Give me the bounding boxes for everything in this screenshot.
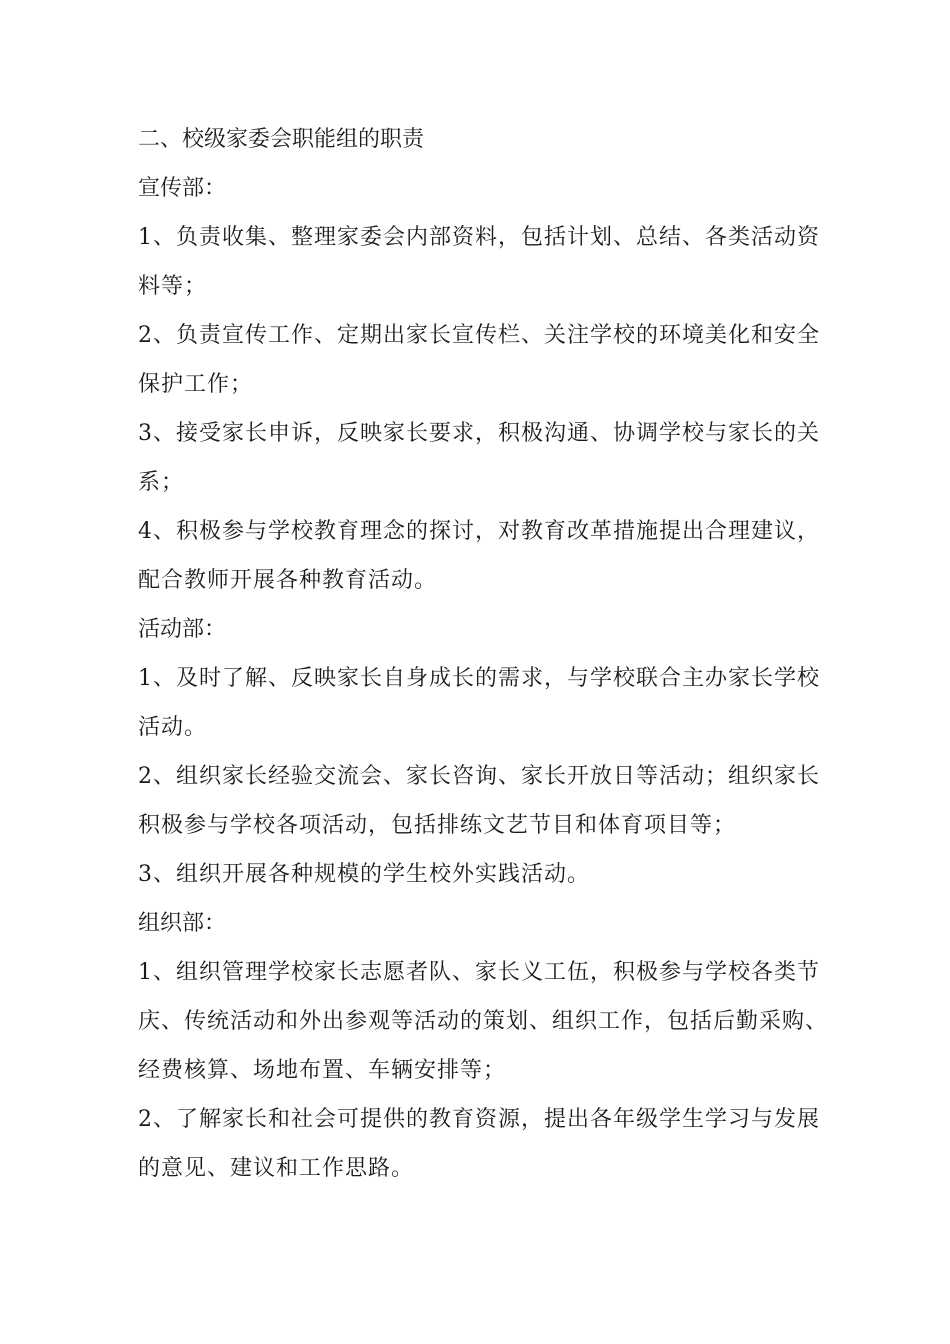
list-item-line: 料等； bbox=[138, 274, 208, 299]
list-item-line: 2、了解家长和社会可提供的教育资源，提出各年级学生学习与发展 bbox=[138, 1107, 820, 1132]
list-item bbox=[138, 318, 828, 403]
list-item-line: 经费核算、场地布置、车辆安排等； bbox=[138, 1058, 507, 1083]
list-item-line: 的意见、建议和工作思路。 bbox=[138, 1156, 415, 1181]
list-item bbox=[138, 220, 828, 305]
list-item bbox=[138, 857, 828, 893]
list-item bbox=[138, 514, 828, 599]
list-item bbox=[138, 661, 828, 746]
document-heading: 二、校级家委会职能组的职责 bbox=[138, 127, 425, 152]
section-block bbox=[138, 906, 828, 1187]
section-block bbox=[138, 612, 828, 893]
list-item-line: 保护工作； bbox=[138, 372, 254, 397]
list-item-line: 4、积极参与学校教育理念的探讨，对教育改革措施提出合理建议， bbox=[138, 519, 820, 544]
list-item bbox=[138, 759, 828, 844]
list-item-line: 系； bbox=[138, 470, 185, 495]
section-title: 活动部： bbox=[138, 617, 227, 642]
list-item bbox=[138, 416, 828, 501]
list-item-line: 1、负责收集、整理家委会内部资料，包括计划、总结、各类活动资 bbox=[138, 225, 820, 250]
list-item-line: 3、接受家长申诉，反映家长要求，积极沟通、协调学校与家长的关 bbox=[138, 421, 820, 446]
list-item-line: 2、负责宣传工作、定期出家长宣传栏、关注学校的环境美化和安全 bbox=[138, 323, 820, 348]
list-item-line: 配合教师开展各种教育活动。 bbox=[138, 568, 438, 593]
list-item-line: 活动。 bbox=[138, 715, 208, 740]
list-item-line: 3、组织开展各种规模的学生校外实践活动。 bbox=[138, 862, 590, 887]
document-body bbox=[138, 122, 828, 1200]
list-item-line: 1、组织管理学校家长志愿者队、家长义工伍，积极参与学校各类节 bbox=[138, 960, 820, 985]
list-item-line: 1、及时了解、反映家长自身成长的需求，与学校联合主办家长学校 bbox=[138, 666, 820, 691]
list-item-line: 庆、传统活动和外出参观等活动的策划、组织工作，包括后勤采购、 bbox=[138, 1009, 829, 1034]
list-item bbox=[138, 955, 828, 1089]
list-item-line: 积极参与学校各项活动，包括排练文艺节目和体育项目等； bbox=[138, 813, 737, 838]
list-item-line: 2、组织家长经验交流会、家长咨询、家长开放日等活动；组织家长 bbox=[138, 764, 820, 789]
sections-container bbox=[138, 171, 828, 1187]
section-title: 组织部： bbox=[138, 911, 227, 936]
section-block bbox=[138, 171, 828, 599]
list-item bbox=[138, 1102, 828, 1187]
section-title: 宣传部： bbox=[138, 176, 227, 201]
